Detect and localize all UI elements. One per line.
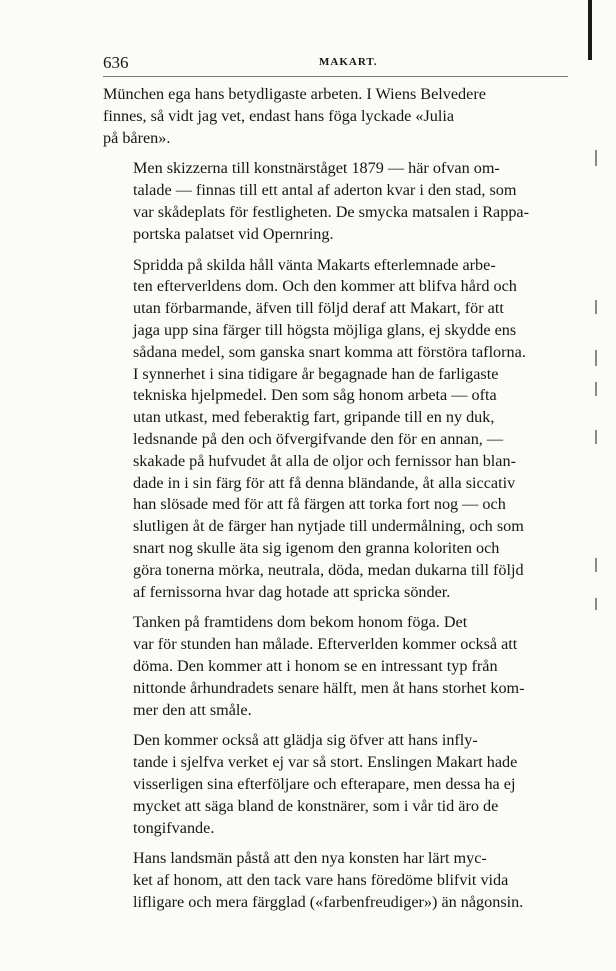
text-line: Hans landsmän påstå att den nya konsten har lärt myc- (133, 849, 487, 868)
text-line: jaga upp sina färger till högsta möjliga glans, ej skydde ens (133, 320, 517, 339)
text-line: göra tonerna mörka, neutrala, döda, medan dukarna till följd (133, 560, 524, 579)
page-header (103, 53, 568, 75)
text-line: mer den att småle. (133, 700, 252, 719)
margin-mark (595, 300, 597, 314)
margin-mark (595, 150, 597, 166)
text-line: Spridda på skilda håll vänta Makarts efterlemnade arbe- (133, 255, 496, 274)
text-line: på båren». (103, 128, 171, 147)
text-line: ledsnande på den och öfvergifvande den för en annan, — (133, 429, 504, 448)
text-line: utan utkast, med feberaktig fart, gripande till en ny duk, (133, 408, 495, 427)
text-line: tande i sjelfva verket ej var så stort. Enslingen Makart hade (133, 753, 518, 772)
paragraph (103, 730, 568, 839)
text-line: var för stunden han målade. Efterverlden kommer också att (133, 635, 518, 654)
text-line: mycket att säga bland de konstnärer, som i vår tid äro de (133, 796, 499, 815)
text-line: talade — finnas till ett antal af aderton kvar i den stad, som (133, 181, 517, 200)
margin-mark (595, 598, 597, 610)
paragraph (103, 612, 568, 721)
text-line: snart nog skulle äta sig igenom den granna koloriten och (133, 538, 500, 557)
margin-mark (595, 382, 597, 396)
text-line: ten efterverldens dom. Och den kommer att blifva hård och (133, 277, 517, 296)
text-line: tongifvande. (133, 818, 215, 837)
text-line: skakade på hufvudet åt alla de oljor och fernissor han blan- (133, 451, 516, 470)
text-line: utan förbarmande, äfven till följd deraf att Makart, för att (133, 299, 504, 318)
page-edge-mark (588, 0, 592, 60)
body-text (103, 84, 568, 923)
text-line: I synnerhet i sina tidigare år begagnade han de farligaste (133, 364, 499, 383)
margin-mark (595, 350, 597, 366)
header-rule (103, 76, 568, 77)
text-line: sådana medel, som ganska snart komma att förstöra taflorna. (133, 342, 526, 361)
text-line: portska palatset vid Opernring. (133, 224, 334, 243)
margin-mark (595, 558, 597, 572)
text-line: ket af honom, att den tack vare hans föredöme blifvit vida (133, 871, 509, 890)
text-line: dade in i sin färg för att få denna bländande, åt alla siccativ (133, 473, 516, 492)
paragraph (103, 255, 568, 604)
running-head: MAKART. (319, 56, 378, 68)
text-line: visserligen sina efterföljare och efterapare, men dessa ha ej (133, 774, 516, 793)
text-line: München ega hans betydligaste arbeten. I Wiens Belvedere (103, 85, 486, 103)
margin-mark (595, 430, 597, 444)
text-line: han slösade med för att få färgen att torka fort nog — och (133, 495, 506, 514)
text-line: slutligen åt de färger han nytjade till undermålning, och som (133, 517, 524, 536)
paragraph (103, 158, 568, 245)
text-line: Den kommer också att glädja sig öfver att hans infly- (133, 731, 478, 750)
text-line: var skådeplats för festligheten. De smycka matsalen i Rappa- (133, 202, 530, 221)
text-line: tekniska hjelpmedel. Den som såg honom arbeta — ofta (133, 386, 497, 405)
text-line: döma. Den kommer att i honom se en intressant typ från (133, 656, 498, 675)
text-line: nittonde århundradets senare hälft, men åt hans storhet kom- (133, 678, 525, 697)
page-number: 636 (103, 53, 129, 72)
text-line: af fernissorna hvar dag hotade att spricka sönder. (133, 582, 451, 601)
paragraph (103, 848, 568, 913)
text-line: finnes, så vidt jag vet, endast hans föga lyckade «Julia (103, 106, 455, 125)
text-line: Men skizzerna till konstnärståget 1879 — här ofvan om- (133, 159, 500, 178)
paragraph (103, 84, 568, 149)
text-line: lifligare och mera färgglad («farbenfreudiger») än någonsin. (133, 892, 524, 911)
text-line: Tanken på framtidens dom bekom honom föga. Det (133, 613, 468, 632)
